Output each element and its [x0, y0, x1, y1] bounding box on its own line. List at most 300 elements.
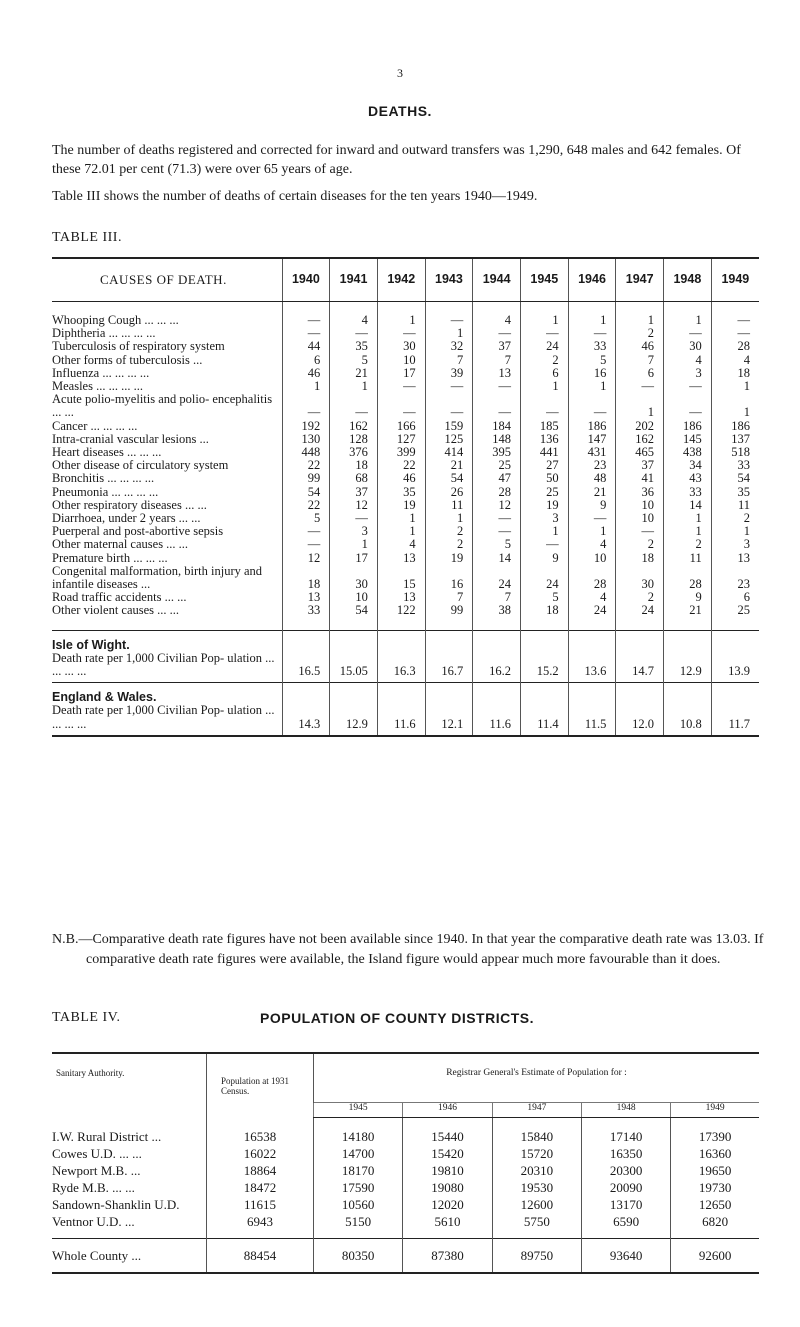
death-count: 35	[711, 486, 759, 499]
population-estimate: 20310	[492, 1162, 581, 1179]
death-count: 68	[330, 472, 378, 485]
death-count: 7	[425, 591, 473, 604]
population-estimate: 87380	[403, 1239, 492, 1274]
death-count: 4	[330, 314, 378, 327]
table-intro-paragraph: Table III shows the number of deaths of certain diseases for the ten years 1940—1949.	[52, 189, 538, 204]
cause-label: Tuberculosis of respiratory system	[52, 339, 225, 354]
death-count: —	[330, 393, 378, 419]
death-count: 4	[568, 538, 616, 551]
year-header: 1947	[492, 1103, 581, 1118]
death-count: —	[664, 380, 712, 393]
death-count: 6	[616, 367, 664, 380]
death-count: 39	[425, 367, 473, 380]
population-estimate: 93640	[581, 1239, 670, 1274]
death-count: 46	[282, 367, 330, 380]
year-header: 1942	[377, 258, 425, 302]
population-estimate: 15420	[403, 1145, 492, 1162]
death-count: 3	[330, 525, 378, 538]
death-count: 186	[568, 420, 616, 433]
table3-header-row	[52, 258, 759, 302]
death-count: 128	[330, 433, 378, 446]
population-estimate: 5750	[492, 1213, 581, 1239]
rate-description: Death rate per 1,000 Civilian Pop- ulation ... ... ... ...	[52, 650, 275, 679]
death-count: 28	[568, 565, 616, 591]
death-count: 21	[568, 486, 616, 499]
deaths-summary-paragraph: The number of deaths registered and corrected for inward and outward transfers was 1,290, 648 males and 642 females. Of these 72.01 per cent (71.3) were over 65 years of age.	[52, 143, 741, 177]
death-count: 16	[425, 565, 473, 591]
death-count: 25	[520, 486, 568, 499]
death-rate-value: 12.0	[616, 683, 664, 736]
death-count: 3	[664, 367, 712, 380]
census-value: 16022	[207, 1145, 314, 1162]
table-row	[52, 552, 759, 565]
death-count: 9	[664, 591, 712, 604]
death-count: 27	[520, 459, 568, 472]
death-count: 399	[377, 446, 425, 459]
death-count: —	[330, 512, 378, 525]
death-count: 159	[425, 420, 473, 433]
death-count: 17	[330, 552, 378, 565]
death-count: 185	[520, 420, 568, 433]
death-count: —	[282, 314, 330, 327]
death-count: 127	[377, 433, 425, 446]
death-count: 1	[664, 525, 712, 538]
death-count: —	[520, 538, 568, 551]
table-row	[52, 1213, 759, 1239]
census-value: 11615	[207, 1196, 314, 1213]
death-count: 21	[425, 459, 473, 472]
death-count: 2	[616, 591, 664, 604]
death-count: 54	[711, 472, 759, 485]
death-rate-value: 14.3	[282, 683, 330, 736]
death-count: 1	[377, 314, 425, 327]
death-count: 12	[282, 552, 330, 565]
population-estimate: 6590	[581, 1213, 670, 1239]
death-count: 7	[425, 354, 473, 367]
table-row	[52, 354, 759, 367]
death-count: 1	[568, 380, 616, 393]
death-count: 145	[664, 433, 712, 446]
death-count: 3	[711, 538, 759, 551]
death-count: 28	[664, 565, 712, 591]
death-count: 9	[568, 499, 616, 512]
death-count: 1	[711, 380, 759, 393]
death-count: 43	[664, 472, 712, 485]
death-count: 1	[330, 538, 378, 551]
table3-body	[52, 302, 759, 736]
death-count: —	[520, 393, 568, 419]
year-header: 1948	[581, 1103, 670, 1118]
table-row	[52, 486, 759, 499]
authority-name: Cowes U.D. ... ...	[52, 1146, 142, 1161]
death-count: 30	[330, 565, 378, 591]
death-count: 17	[377, 367, 425, 380]
death-count: 13	[473, 367, 521, 380]
death-count: 1	[664, 512, 712, 525]
death-count: 6	[711, 591, 759, 604]
estimate-column-header: Registrar General's Estimate of Population for :	[314, 1053, 760, 1103]
death-rate-value: 16.5	[282, 630, 330, 683]
cause-label: Diarrhoea, under 2 years ... ...	[52, 511, 201, 526]
death-count: —	[425, 380, 473, 393]
death-count: —	[473, 525, 521, 538]
death-count: 18	[616, 552, 664, 565]
death-count: 186	[664, 420, 712, 433]
cause-label: Pneumonia ... ... ... ...	[52, 484, 159, 499]
death-count: 1	[568, 525, 616, 538]
death-count: 13	[377, 591, 425, 604]
death-count: 162	[616, 433, 664, 446]
death-count: 2	[425, 525, 473, 538]
death-count: 38	[473, 604, 521, 617]
year-header: 1949	[671, 1103, 759, 1118]
death-count: 1	[568, 314, 616, 327]
death-count: 11	[664, 552, 712, 565]
year-header: 1948	[664, 258, 712, 302]
death-count: 166	[377, 420, 425, 433]
death-count: 23	[711, 565, 759, 591]
death-count: 35	[377, 486, 425, 499]
death-count: —	[377, 327, 425, 340]
death-count: 33	[568, 340, 616, 353]
death-count: 54	[282, 486, 330, 499]
death-count: 5	[330, 354, 378, 367]
death-count: 99	[282, 472, 330, 485]
population-estimate: 18170	[314, 1162, 403, 1179]
region-title: Isle of Wight.	[52, 637, 130, 652]
death-count: 19	[520, 499, 568, 512]
death-count: 414	[425, 446, 473, 459]
population-estimate: 19080	[403, 1179, 492, 1196]
death-count: 376	[330, 446, 378, 459]
death-rate-value: 16.3	[377, 630, 425, 683]
death-rate-value: 12.1	[425, 683, 473, 736]
year-header: 1944	[473, 258, 521, 302]
population-estimate: 89750	[492, 1239, 581, 1274]
death-rate-value: 11.4	[520, 683, 568, 736]
death-count: 35	[330, 340, 378, 353]
death-count: 50	[520, 472, 568, 485]
death-count: 2	[664, 538, 712, 551]
death-count: —	[616, 380, 664, 393]
population-estimate: 14700	[314, 1145, 403, 1162]
population-estimate: 6820	[671, 1213, 759, 1239]
death-count: 18	[330, 459, 378, 472]
death-count: 4	[568, 591, 616, 604]
death-count: 37	[473, 340, 521, 353]
death-count: —	[282, 525, 330, 538]
death-count: 41	[616, 472, 664, 485]
population-estimate: 20090	[581, 1179, 670, 1196]
year-header: 1945	[520, 258, 568, 302]
death-count: 10	[330, 591, 378, 604]
death-count: 148	[473, 433, 521, 446]
death-count: 14	[664, 499, 712, 512]
table-row	[52, 565, 759, 591]
death-count: 137	[711, 433, 759, 446]
death-count: 26	[425, 486, 473, 499]
death-count: 1	[330, 380, 378, 393]
population-estimate: 12020	[403, 1196, 492, 1213]
death-count: 184	[473, 420, 521, 433]
death-count: 34	[664, 459, 712, 472]
death-count: 122	[377, 604, 425, 617]
death-count: 5	[568, 354, 616, 367]
death-count: 10	[616, 512, 664, 525]
authority-name: I.W. Rural District ...	[52, 1128, 162, 1144]
note-paragraph: N.B.—Comparative death rate figures have not been available since 1940. In that year the comparative death rate was 13.03. If comparative death rate figures were available, the Island figure would appear much more favourable than it does.	[52, 932, 764, 967]
death-count: 13	[282, 591, 330, 604]
death-rate-value: 11.6	[377, 683, 425, 736]
death-count: 10	[568, 552, 616, 565]
table-row	[52, 1196, 759, 1213]
year-header: 1946	[568, 258, 616, 302]
rate-description: Death rate per 1,000 Civilian Pop- ulation ... ... ... ...	[52, 703, 275, 731]
year-header: 1940	[282, 258, 330, 302]
year-header: 1949	[711, 258, 759, 302]
death-count: —	[664, 393, 712, 419]
population-estimate: 13170	[581, 1196, 670, 1213]
table-row	[52, 1145, 759, 1162]
death-count: 33	[282, 604, 330, 617]
census-value: 18864	[207, 1162, 314, 1179]
death-count: 7	[616, 354, 664, 367]
population-estimate: 19730	[671, 1179, 759, 1196]
table4-header-row	[52, 1053, 759, 1103]
population-estimate: 17390	[671, 1118, 759, 1146]
death-count: —	[616, 525, 664, 538]
death-count: —	[568, 327, 616, 340]
population-estimate: 5150	[314, 1213, 403, 1239]
death-rate-value: 12.9	[664, 630, 712, 683]
death-count: 37	[330, 486, 378, 499]
death-count: 147	[568, 433, 616, 446]
death-count: 32	[425, 340, 473, 353]
population-estimate: 12650	[671, 1196, 759, 1213]
cause-label: Other disease of circulatory system	[52, 458, 229, 473]
death-count: 44	[282, 340, 330, 353]
death-count: 33	[664, 486, 712, 499]
death-rate-value: 13.6	[568, 630, 616, 683]
death-rate-row	[52, 683, 759, 736]
death-count: 28	[711, 340, 759, 353]
death-count: 431	[568, 446, 616, 459]
population-estimate: 15840	[492, 1118, 581, 1146]
cause-label: Heart diseases ... ... ...	[52, 445, 162, 460]
authority-name: Sandown-Shanklin U.D.	[52, 1197, 180, 1212]
death-count: 5	[473, 538, 521, 551]
death-count: —	[377, 393, 425, 419]
causes-column-header: CAUSES OF DEATH.	[52, 258, 282, 302]
death-count: 136	[520, 433, 568, 446]
death-count: 125	[425, 433, 473, 446]
table-row	[52, 393, 759, 419]
death-count: 10	[377, 354, 425, 367]
total-label: Whole County ...	[52, 1239, 207, 1274]
authority-column-header: Sanitary Authority.	[52, 1053, 207, 1118]
death-count: 48	[568, 472, 616, 485]
death-rate-value: 16.2	[473, 630, 521, 683]
table-row	[52, 1179, 759, 1196]
death-count: 99	[425, 604, 473, 617]
death-count: 46	[616, 340, 664, 353]
death-count: 1	[711, 525, 759, 538]
death-rate-value: 12.9	[330, 683, 378, 736]
death-count: 24	[520, 340, 568, 353]
death-count: 1	[520, 314, 568, 327]
death-count: 1	[664, 314, 712, 327]
death-count: 7	[473, 354, 521, 367]
table-row	[52, 472, 759, 485]
cause-label: Other forms of tuberculosis ...	[52, 352, 203, 367]
death-count: 25	[711, 604, 759, 617]
table-row	[52, 1118, 759, 1146]
year-header: 1947	[616, 258, 664, 302]
death-count: 24	[473, 565, 521, 591]
population-estimate: 17590	[314, 1179, 403, 1196]
cause-label: Cancer ... ... ... ...	[52, 418, 138, 433]
death-count: 18	[520, 604, 568, 617]
death-count: —	[473, 512, 521, 525]
population-estimate: 19810	[403, 1162, 492, 1179]
death-count: 46	[377, 472, 425, 485]
cause-label: Whooping Cough ... ... ...	[52, 313, 179, 327]
death-count: —	[282, 327, 330, 340]
death-count: 1	[520, 525, 568, 538]
total-row	[52, 1239, 759, 1274]
death-count: 2	[425, 538, 473, 551]
death-count: 1	[616, 314, 664, 327]
death-count: 37	[616, 459, 664, 472]
death-count: 518	[711, 446, 759, 459]
year-header: 1946	[403, 1103, 492, 1118]
year-header: 1945	[314, 1103, 403, 1118]
population-estimate: 92600	[671, 1239, 759, 1274]
census-column-header: Population at 1931 Census.	[207, 1053, 314, 1118]
death-count: 23	[568, 459, 616, 472]
death-rate-value: 14.7	[616, 630, 664, 683]
death-count: 24	[616, 604, 664, 617]
death-count: 1	[377, 525, 425, 538]
population-estimate: 15440	[403, 1118, 492, 1146]
death-count: —	[330, 327, 378, 340]
death-count: 1	[377, 512, 425, 525]
death-count: 5	[282, 512, 330, 525]
death-count: 9	[520, 552, 568, 565]
death-rate-row	[52, 630, 759, 683]
population-estimate: 80350	[314, 1239, 403, 1274]
death-rate-value: 11.5	[568, 683, 616, 736]
death-rate-value: 15.2	[520, 630, 568, 683]
death-count: 28	[473, 486, 521, 499]
death-count: 130	[282, 433, 330, 446]
death-count: 162	[330, 420, 378, 433]
population-estimate: 5610	[403, 1213, 492, 1239]
death-count: 30	[616, 565, 664, 591]
death-rate-value: 11.6	[473, 683, 521, 736]
death-count: 10	[616, 499, 664, 512]
region-title: England & Wales.	[52, 690, 157, 705]
death-count: 13	[377, 552, 425, 565]
death-count: 21	[330, 367, 378, 380]
death-count: 18	[711, 367, 759, 380]
death-count: 11	[425, 499, 473, 512]
death-count: 4	[664, 354, 712, 367]
census-value: 6943	[207, 1213, 314, 1239]
death-count: —	[425, 393, 473, 419]
cause-label: Bronchitis ... ... ... ...	[52, 471, 155, 486]
population-estimate: 17140	[581, 1118, 670, 1146]
table-row	[52, 604, 759, 617]
population-estimate: 19530	[492, 1179, 581, 1196]
cause-label: Acute polio-myelitis and polio- encephalitis ... ...	[52, 392, 273, 420]
death-count: 22	[282, 499, 330, 512]
section-heading: DEATHS.	[368, 103, 432, 119]
death-count: 5	[520, 591, 568, 604]
census-value: 16538	[207, 1118, 314, 1146]
death-count: —	[664, 327, 712, 340]
death-rate-value: 13.9	[711, 630, 759, 683]
death-count: 36	[616, 486, 664, 499]
population-estimate: 16360	[671, 1145, 759, 1162]
death-count: 24	[568, 604, 616, 617]
death-count: 1	[520, 380, 568, 393]
death-count: 6	[520, 367, 568, 380]
death-count: 30	[664, 340, 712, 353]
death-count: 18	[282, 565, 330, 591]
death-count: 465	[616, 446, 664, 459]
death-count: 15	[377, 565, 425, 591]
table4-label: TABLE IV.	[52, 1010, 121, 1025]
table4-title: POPULATION OF COUNTY DISTRICTS.	[260, 1010, 534, 1026]
death-count: 54	[330, 604, 378, 617]
death-count: 47	[473, 472, 521, 485]
table4-body	[52, 1118, 759, 1274]
death-count: 441	[520, 446, 568, 459]
death-count: 4	[711, 354, 759, 367]
authority-name: Ventnor U.D. ...	[52, 1214, 135, 1229]
death-count: 21	[664, 604, 712, 617]
death-count: 30	[377, 340, 425, 353]
population-estimate: 12600	[492, 1196, 581, 1213]
population-estimate: 19650	[671, 1162, 759, 1179]
death-count: 3	[520, 512, 568, 525]
death-count: 54	[425, 472, 473, 485]
death-rate-label	[52, 630, 282, 683]
death-count: 6	[282, 354, 330, 367]
population-estimate: 14180	[314, 1118, 403, 1146]
death-count: —	[473, 393, 521, 419]
death-count: 33	[711, 459, 759, 472]
death-count: 24	[520, 565, 568, 591]
table3-label: TABLE III.	[52, 230, 122, 245]
cause-label: Road traffic accidents ... ...	[52, 590, 187, 605]
death-count: 192	[282, 420, 330, 433]
death-count: 16	[568, 367, 616, 380]
death-count: 395	[473, 446, 521, 459]
population-estimate: 15720	[492, 1145, 581, 1162]
death-rate-value: 15.05	[330, 630, 378, 683]
death-rate-value: 16.7	[425, 630, 473, 683]
death-count: 19	[377, 499, 425, 512]
death-count: 202	[616, 420, 664, 433]
cause-label: Measles ... ... ... ...	[52, 379, 143, 394]
page-number: 3	[397, 66, 403, 80]
population-table	[52, 1052, 759, 1274]
death-count: 438	[664, 446, 712, 459]
death-count: 186	[711, 420, 759, 433]
death-count: 1	[425, 327, 473, 340]
